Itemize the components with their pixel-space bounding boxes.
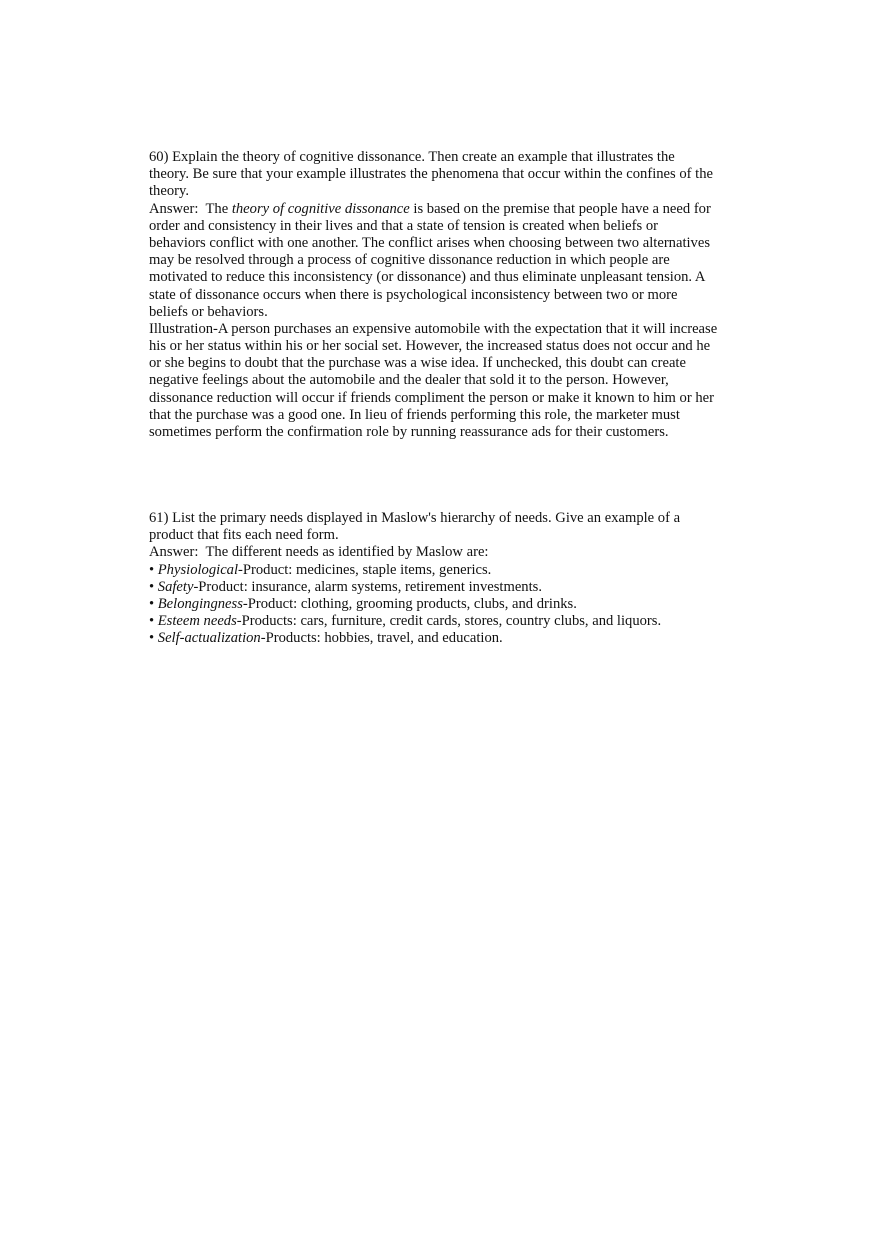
answer-text: order and consistency in their lives and that a state of tension is created when beliefs or — [149, 217, 658, 234]
illustration-text: his or her status within his or her social set. However, the increased status does not occur and he — [149, 338, 711, 355]
illustration-text: negative feelings about the automobile and the dealer that sold it to the person. However, — [149, 372, 669, 389]
answer-text: state of dissonance occurs when there is psychological inconsistency between two or more — [149, 286, 678, 303]
answer-text: beliefs or behaviors. — [149, 303, 268, 320]
illustration-text: or she begins to doubt that the purchase was a wise idea. If unchecked, this doubt can create — [149, 355, 686, 372]
question-text: 60) Explain the theory of cognitive dissonance. Then create an example that illustrates the — [149, 149, 675, 165]
answer-first-line — [149, 201, 749, 218]
need-item — [149, 562, 749, 579]
question-60 — [149, 149, 749, 441]
bullet-icon: • — [149, 630, 158, 647]
need-products: -Product: clothing, grooming products, clubs, and drinks. — [242, 595, 577, 612]
illustration-text: sometimes perform the confirmation role by running reassurance ads for their customers. — [149, 424, 669, 440]
need-term: Esteem needs — [157, 613, 237, 630]
bullet-icon: • — [149, 578, 158, 595]
answer-text: motivated to reduce this inconsistency (or dissonance) and thus eliminate unpleasant tension. A — [149, 269, 706, 286]
answer-label: Answer: The — [149, 200, 232, 217]
need-item — [149, 596, 749, 613]
answer-intro: Answer: The different needs as identified by Maslow are: — [149, 544, 489, 561]
question-text: theory. — [149, 183, 189, 200]
need-products: -Products: cars, furniture, credit cards, stores, country clubs, and liquors. — [236, 613, 662, 630]
need-term: Self-actualization — [157, 630, 261, 647]
question-text: theory. Be sure that your example illustrates the phenomena that occur within the confines of the — [149, 166, 713, 183]
question-text: 61) List the primary needs displayed in Maslow's hierarchy of needs. Give an example of a — [149, 510, 681, 526]
question-61 — [149, 510, 749, 648]
answer-text: behaviors conflict with one another. The conflict arises when choosing between two alternatives — [149, 234, 711, 251]
bullet-icon: • — [149, 613, 158, 630]
bullet-icon: • — [149, 561, 158, 578]
illustration-text: Illustration-A person purchases an expensive automobile with the expectation that it will increase — [149, 320, 718, 337]
question-text: product that fits each need form. — [149, 527, 339, 544]
illustration-text: dissonance reduction will occur if friends compliment the person or make it known to him or her — [149, 389, 714, 406]
answer-text: is based on the premise that people have a need for — [409, 200, 711, 217]
answer-text: may be resolved through a process of cognitive dissonance reduction in which people are — [149, 252, 670, 269]
need-products: -Products: hobbies, travel, and education. — [260, 630, 503, 647]
need-term: Physiological — [157, 561, 239, 578]
need-products: -Product: medicines, staple items, generics. — [238, 561, 492, 578]
need-item — [149, 579, 749, 596]
need-term: Safety — [157, 578, 194, 595]
illustration-text: that the purchase was a good one. In lieu of friends performing this role, the marketer must — [149, 406, 680, 423]
bullet-icon: • — [149, 595, 158, 612]
need-item — [149, 630, 749, 647]
need-item — [149, 613, 749, 630]
need-term: Belongingness — [157, 595, 243, 612]
answer-term: theory of cognitive dissonance — [231, 200, 410, 217]
need-products: -Product: insurance, alarm systems, retirement investments. — [193, 578, 542, 595]
